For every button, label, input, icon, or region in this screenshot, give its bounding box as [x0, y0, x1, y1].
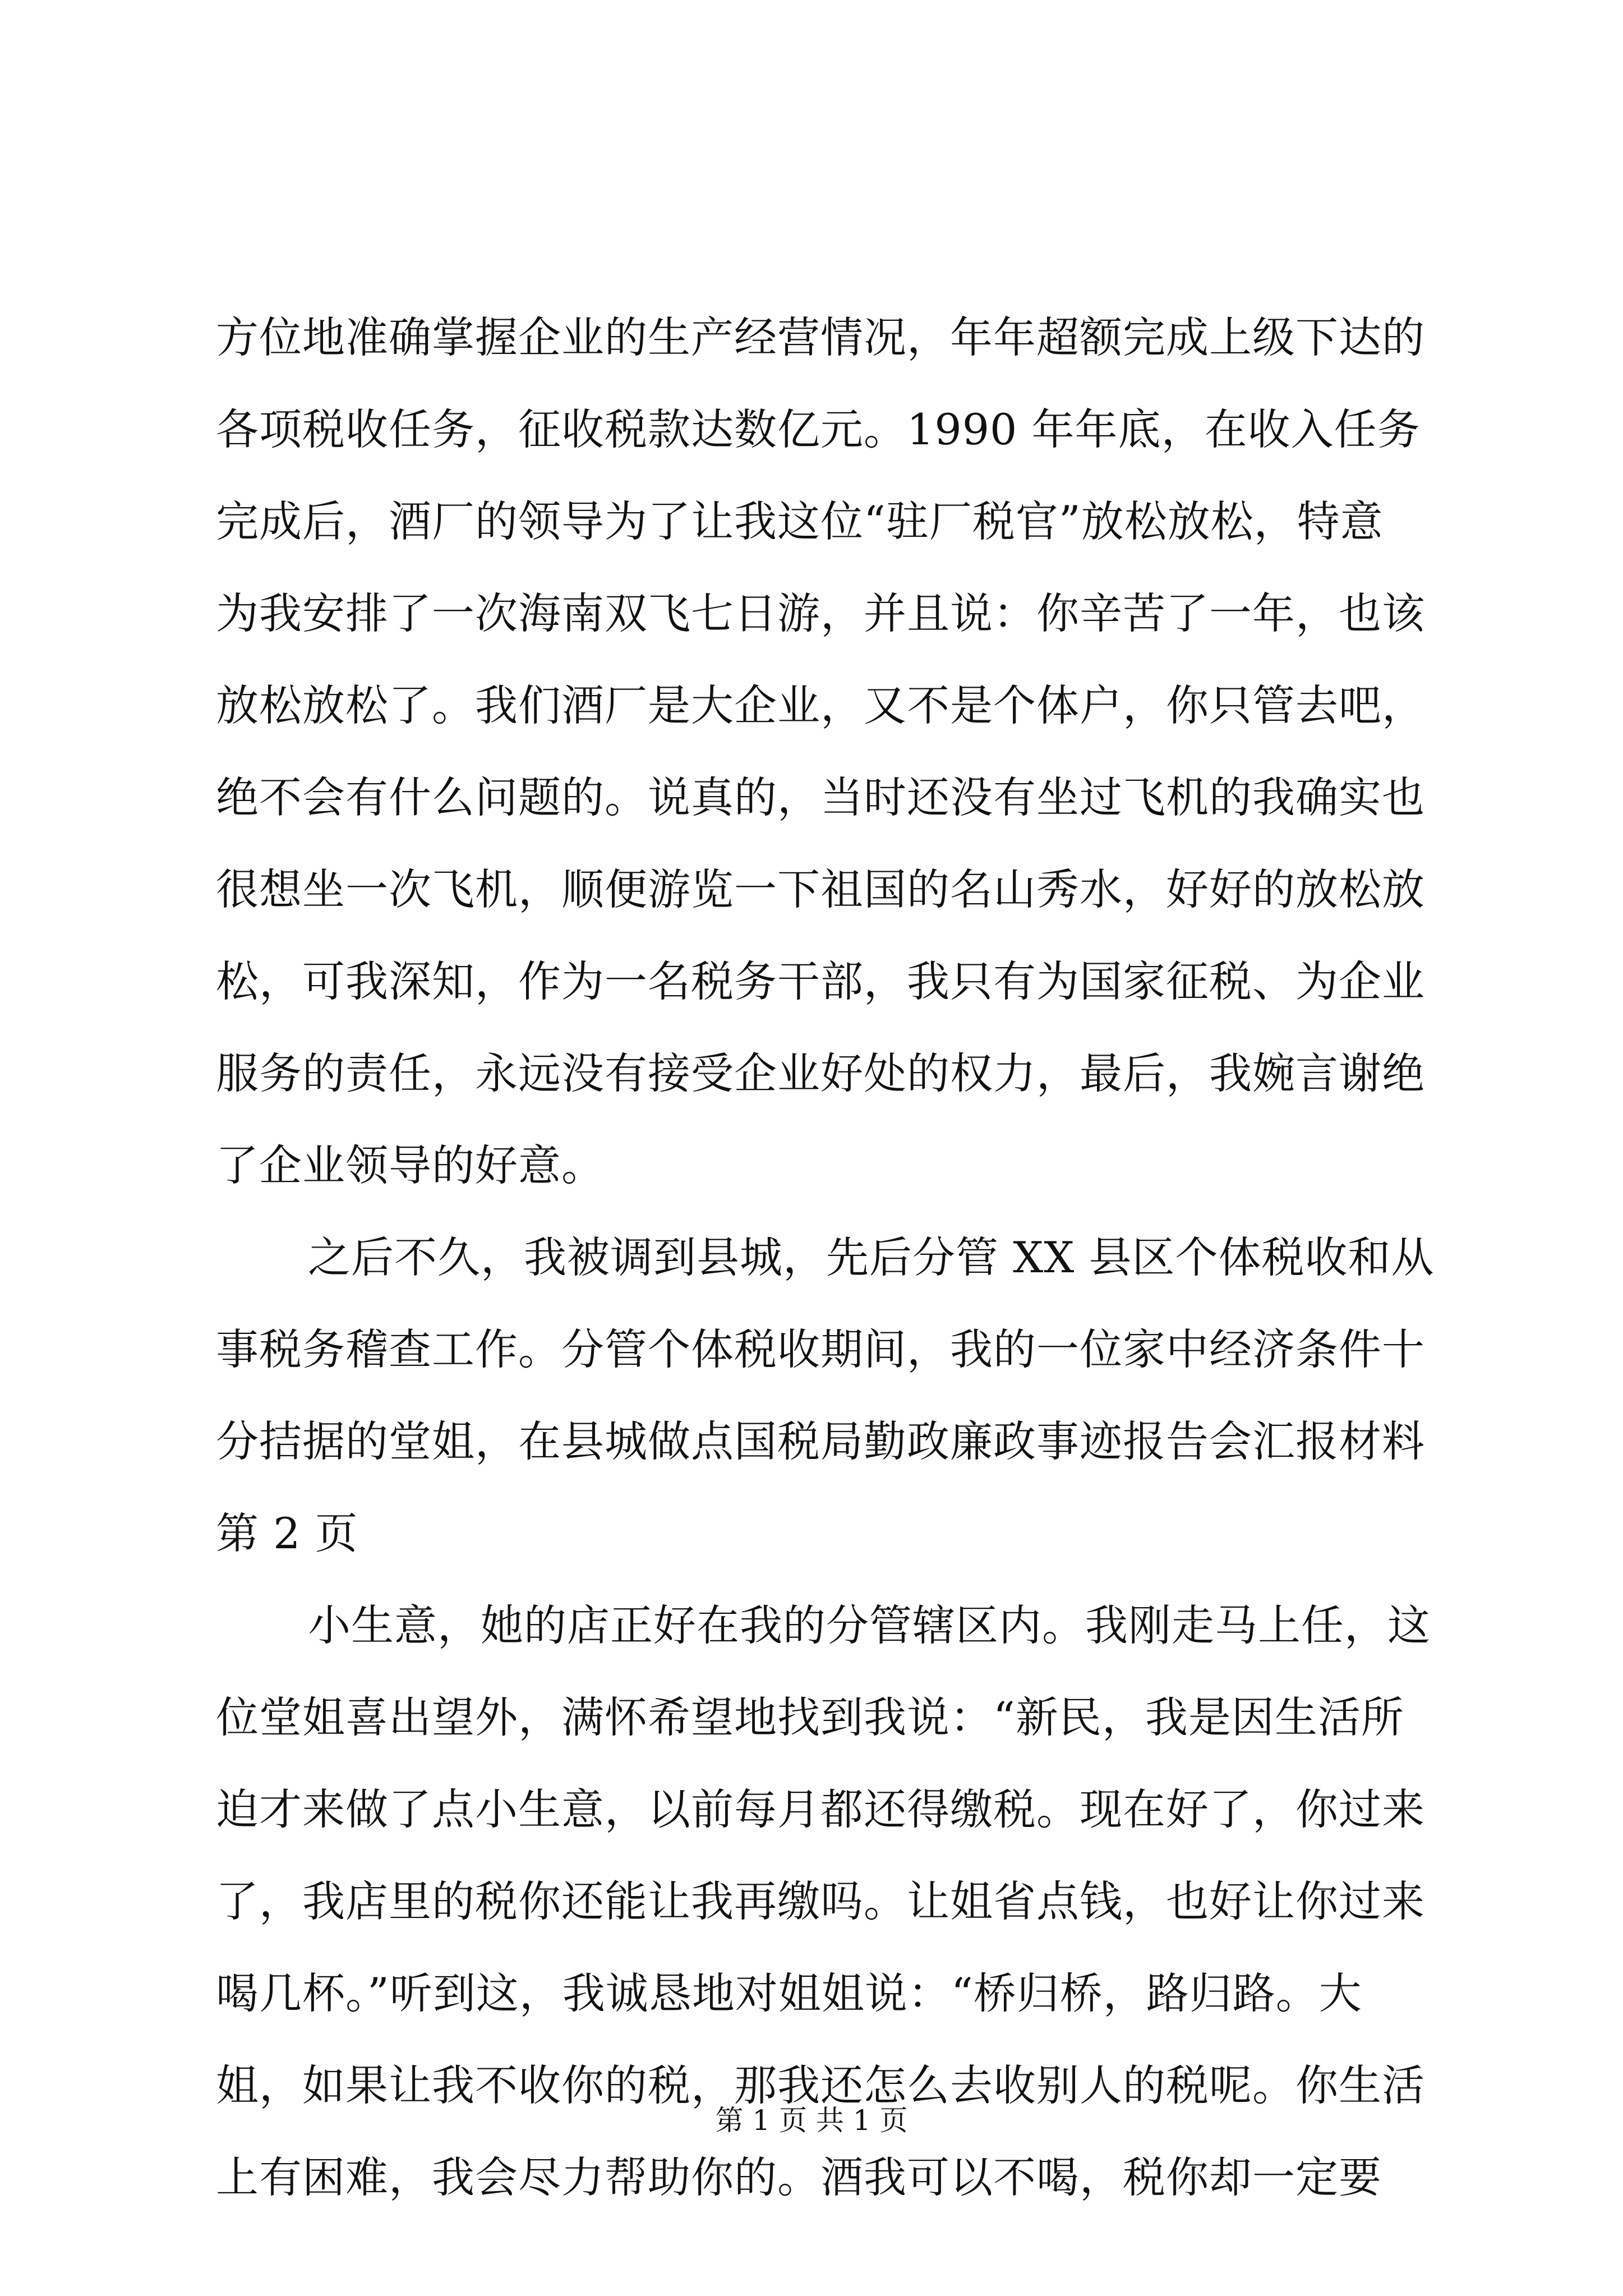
text-line: 服务的责任，永远没有接受企业好处的权力，最后，我婉言谢绝 [216, 1048, 1425, 1098]
text-line: 迫才来做了点小生意，以前每月都还得缴税。现在好了，你过来 [216, 1784, 1425, 1834]
text-line: 方位地准确掌握企业的生产经营情况，年年超额完成上级下达的 [216, 312, 1425, 362]
text-line: 为我安排了一次海南双飞七日游，并且说：你辛苦了一年，也该 [216, 588, 1425, 638]
text-line: 了，我店里的税你还能让我再缴吗。让姐省点钱，也好让你过来 [216, 1876, 1425, 1926]
body-text [216, 292, 1435, 2224]
text-line: 分拮据的堂姐，在县城做点国税局勤政廉政事迹报告会汇报材料 [216, 1416, 1425, 1466]
text-line: 松，可我深知，作为一名税务干部，我只有为国家征税、为企业 [216, 956, 1425, 1006]
text-line: 了企业领导的好意。 [216, 1140, 605, 1190]
text-line: 很想坐一次飞机，顺便游览一下祖国的名山秀水，好好的放松放 [216, 864, 1425, 914]
paragraph-start-line: 之后不久，我被调到县城，先后分管 XX 县区个体税收和从 [308, 1232, 1435, 1282]
text-line: 完成后，酒厂的领导为了让我这位“驻厂税官”放松放松，特意 [216, 496, 1384, 546]
text-line: 放松放松了。我们酒厂是大企业，又不是个体户，你只管去吧， [216, 680, 1425, 730]
text-line: 事税务稽查工作。分管个体税收期间，我的一位家中经济条件十 [216, 1324, 1425, 1374]
text-line: 绝不会有什么问题的。说真的，当时还没有坐过飞机的我确实也 [216, 772, 1425, 822]
page-footer: 第 1 页 共 1 页 [715, 2104, 908, 2137]
text-line: 姐，如果让我不收你的税，那我还怎么去收别人的税呢。你生活 [216, 2060, 1425, 2110]
paragraph-start-line: 小生意，她的店正好在我的分管辖区内。我刚走马上任，这 [308, 1600, 1431, 1650]
text-line: 第 2 页 [216, 1508, 358, 1558]
text-line: 喝几杯。”听到这，我诚恳地对姐姐说：“桥归桥，路归路。大 [216, 1968, 1362, 2018]
text-line: 上有困难，我会尽力帮助你的。酒我可以不喝，税你却一定要 [216, 2152, 1382, 2202]
text-line: 各项税收任务，征收税款达数亿元。1990 年年底，在收入任务 [216, 404, 1421, 454]
text-line: 位堂姐喜出望外，满怀希望地找到我说：“新民，我是因生活所 [216, 1692, 1404, 1742]
